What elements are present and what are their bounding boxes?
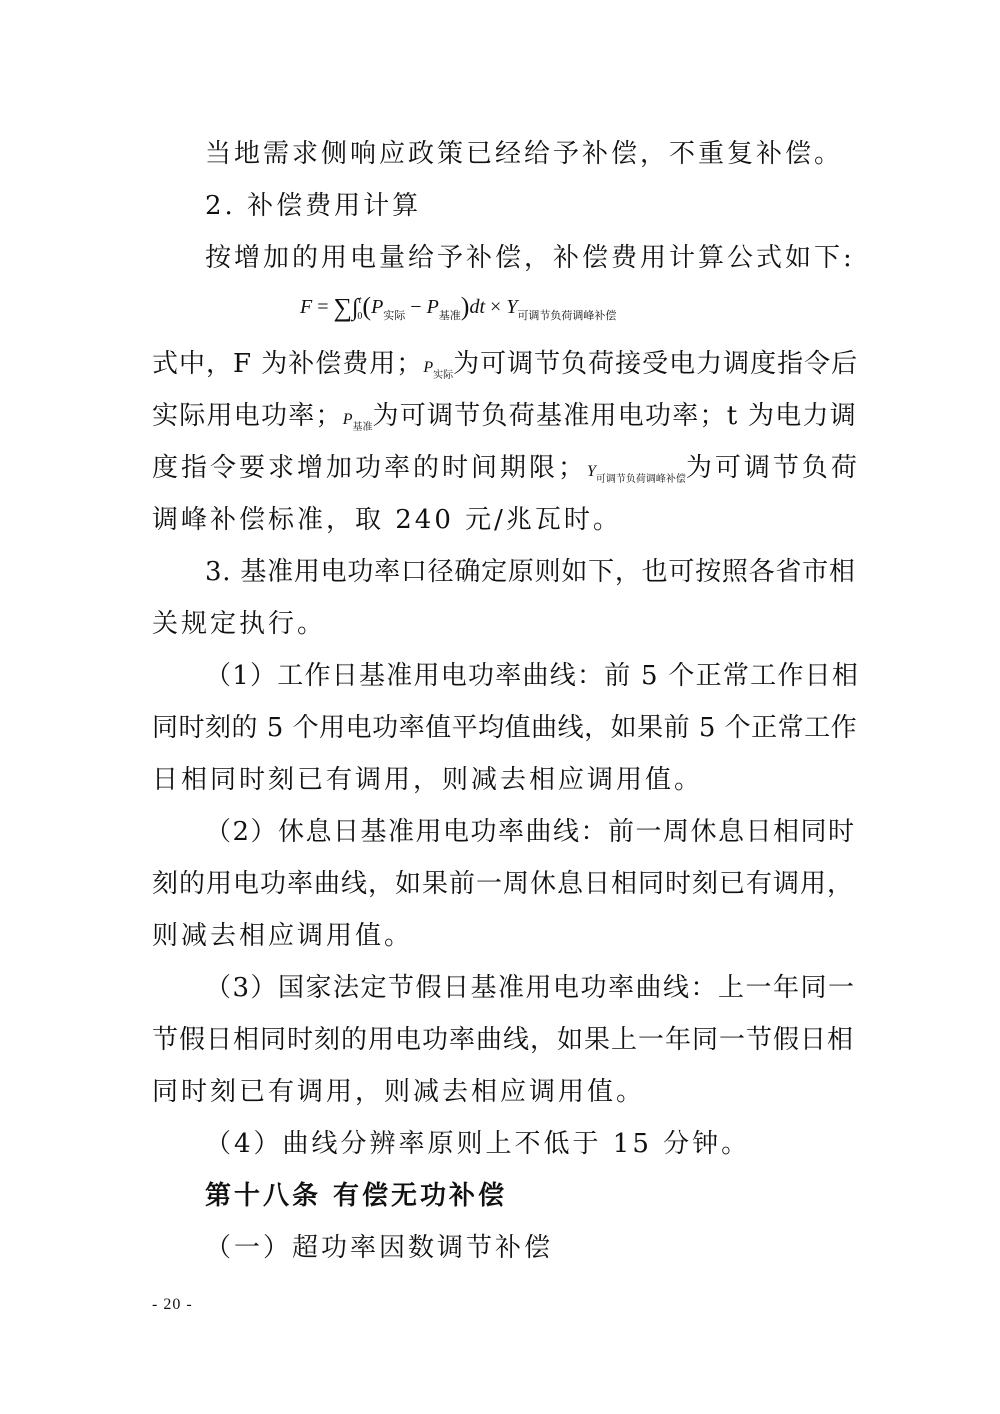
formula-times: × bbox=[485, 296, 507, 318]
paragraph-line: 同时刻的 5 个用电功率值平均值曲线，如果前 5 个正常工作 bbox=[152, 713, 858, 743]
formula-minus: − bbox=[405, 296, 427, 318]
section-heading-2: 2. 补偿费用计算 bbox=[205, 191, 422, 221]
paragraph-line: 调峰补偿标准，取 240 元/兆瓦时。 bbox=[152, 505, 622, 535]
formula-lower-limit: 0 bbox=[357, 311, 363, 322]
paragraph-line: 刻的用电功率曲线，如果前一周休息日相同时刻已有调用， bbox=[152, 869, 855, 899]
formula-equals: = bbox=[312, 296, 334, 318]
formula-p-base: P bbox=[426, 296, 439, 318]
formula-lhs: F bbox=[300, 296, 313, 318]
paragraph-line: 节假日相同时刻的用电功率曲线，如果上一年同一节假日相 bbox=[152, 1025, 855, 1055]
formula-p-base-sub: 基准 bbox=[438, 310, 461, 322]
inline-p-base-sub: 基准 bbox=[352, 422, 373, 433]
inline-p-actual: P bbox=[423, 359, 434, 376]
paragraph-line: 同时刻已有调用，则减去相应调用值。 bbox=[152, 1077, 646, 1107]
page-number: - 20 - bbox=[152, 1296, 193, 1313]
paragraph-line: 按增加的用电量给予补偿，补偿费用计算公式如下: bbox=[205, 243, 855, 273]
paragraph-line: 关规定执行。 bbox=[152, 609, 327, 639]
inline-p-actual-sub: 实际 bbox=[433, 370, 454, 381]
formula-upper-limit: t bbox=[358, 295, 362, 306]
paragraph-line: 实际用电功率；$P_{基准}$为可调节负荷基准用电功率；t 为电力调 bbox=[152, 401, 858, 433]
inline-y-sub: 可调节负荷调峰补偿 bbox=[595, 474, 686, 485]
inline-p-base: P bbox=[342, 411, 353, 428]
formula-p-actual: P bbox=[371, 296, 384, 318]
paragraph-line: 日相同时刻已有调用，则减去相应调用值。 bbox=[152, 765, 704, 795]
formula-y-sub: 可调节负荷调峰补偿 bbox=[517, 310, 617, 322]
paragraph-line: （4）曲线分辨率原则上不低于 15 分钟。 bbox=[205, 1129, 751, 1159]
formula-integral-symbol: ∫ bbox=[352, 295, 359, 321]
paragraph-line: （3）国家法定节假日基准用电功率曲线：上一年同一 bbox=[205, 973, 856, 1003]
compensation-formula: $F = \sum\int^t_0(P_{实际} - P_{基准})dt \times Y_{可调节负荷调峰补偿}$ bbox=[300, 292, 617, 322]
inline-y: Y bbox=[587, 463, 596, 480]
formula-y: Y bbox=[506, 296, 518, 318]
paragraph-line: 式中，F 为补偿费用；$P_{实际}$为可调节负荷接受电力调度指令后 bbox=[152, 349, 859, 381]
subsection-heading: （一）超功率因数调节补偿 bbox=[205, 1233, 554, 1263]
paragraph-line: 度指令要求增加功率的时间期限；$Y_{可调节负荷调峰补偿}$为可调节负荷 bbox=[152, 453, 860, 485]
paragraph-line: 当地需求侧响应政策已经给予补偿，不重复补偿。 bbox=[205, 139, 844, 169]
formula-sum-symbol: ∑ bbox=[333, 293, 353, 322]
formula-dt: dt bbox=[469, 296, 486, 318]
paragraph-line: 则减去相应调用值。 bbox=[152, 921, 414, 951]
paragraph-line: 3. 基准用电功率口径确定原则如下，也可按照各省市相 bbox=[205, 557, 856, 587]
paragraph-line: （2）休息日基准用电功率曲线：前一周休息日相同时 bbox=[205, 817, 856, 847]
article-heading: 第十八条 有偿无功补偿 bbox=[205, 1181, 508, 1211]
formula-p-actual-sub: 实际 bbox=[383, 310, 406, 322]
paragraph-line: （1）工作日基准用电功率曲线：前 5 个正常工作日相 bbox=[205, 661, 860, 691]
